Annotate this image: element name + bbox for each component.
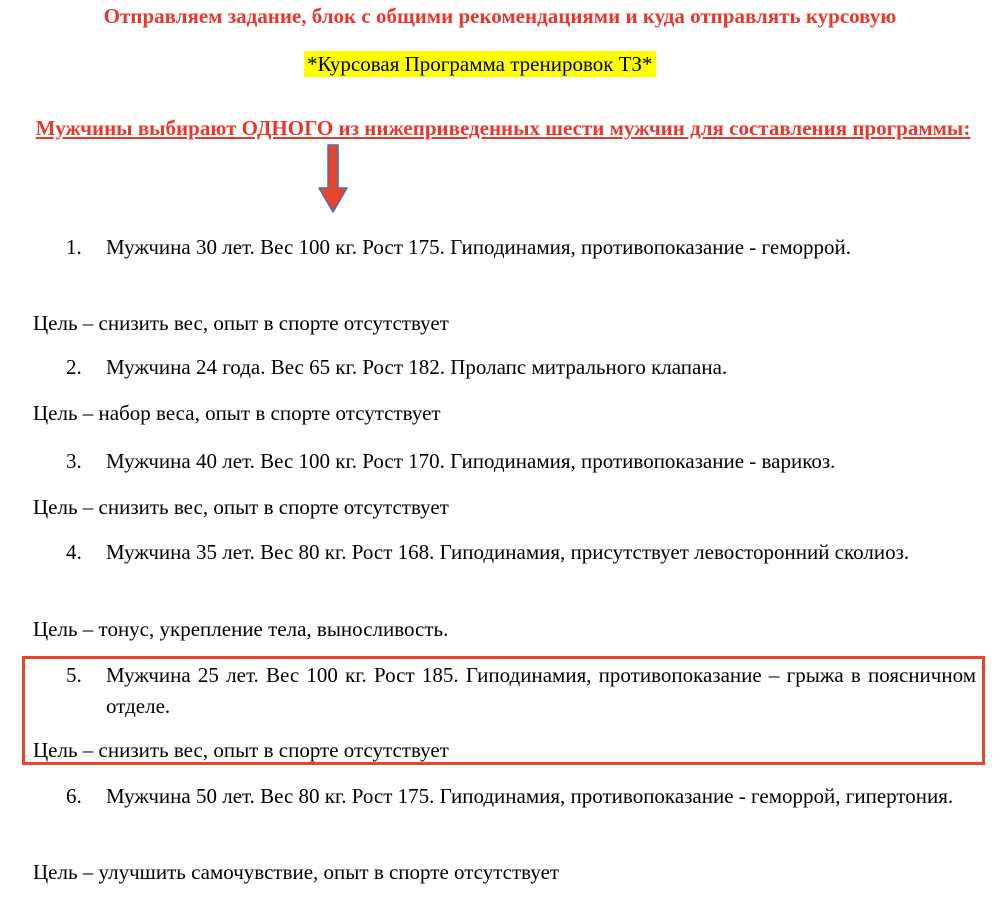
candidate-item-1 — [66, 232, 976, 263]
candidate-description: Мужчина 30 лет. Вес 100 кг. Рост 175. Гиподинамия, противопоказание - геморрой. — [106, 235, 851, 259]
candidate-item-3 — [66, 446, 976, 477]
candidate-description: Мужчина 50 лет. Вес 80 кг. Рост 175. Гиподинамия, противопоказание - геморрой, гипертония. — [106, 784, 954, 808]
candidate-number: 2. — [66, 355, 82, 379]
candidate-number: 4. — [66, 540, 82, 564]
candidate-number: 1. — [66, 235, 82, 259]
document-subtitle: *Курсовая Программа тренировок ТЗ* — [304, 51, 656, 77]
candidate-goal-6: Цель – улучшить самочувствие, опыт в спорте отсутствует — [33, 860, 560, 884]
down-arrow-icon — [317, 144, 349, 214]
candidate-item-4 — [66, 537, 976, 568]
candidate-goal-2: Цель – набор веса, опыт в спорте отсутствует — [33, 401, 441, 425]
candidate-description: Мужчина 25 лет. Вес 100 кг. Рост 185. Гиподинамия, противопоказание – грыжа в поясничном отделе. — [106, 663, 976, 718]
candidate-number: 5. — [66, 663, 82, 687]
candidate-goal-4: Цель – тонус, укрепление тела, выносливость. — [33, 617, 449, 641]
candidate-goal-5: Цель – снизить вес, опыт в спорте отсутствует — [33, 738, 449, 762]
candidate-description: Мужчина 24 года. Вес 65 кг. Рост 182. Пролапс митрального клапана. — [106, 355, 728, 379]
candidate-goal-1: Цель – снизить вес, опыт в спорте отсутствует — [33, 311, 449, 335]
candidate-goal-3: Цель – снизить вес, опыт в спорте отсутствует — [33, 495, 449, 519]
candidate-item-5 — [66, 660, 976, 722]
instruction-heading: Мужчины выбирают ОДНОГО из нижеприведенных шести мужчин для составления программы: — [35, 116, 971, 140]
document-title: Отправляем задание, блок с общими рекомендациями и куда отправлять курсовую — [103, 4, 897, 28]
candidate-number: 3. — [66, 449, 82, 473]
candidate-number: 6. — [66, 784, 82, 808]
candidate-item-2 — [66, 352, 976, 383]
candidate-description: Мужчина 40 лет. Вес 100 кг. Рост 170. Гиподинамия, противопоказание - варикоз. — [106, 449, 836, 473]
candidate-description: Мужчина 35 лет. Вес 80 кг. Рост 168. Гиподинамия, присутствует левосторонний сколиоз. — [106, 540, 910, 564]
candidate-item-6 — [66, 781, 976, 812]
